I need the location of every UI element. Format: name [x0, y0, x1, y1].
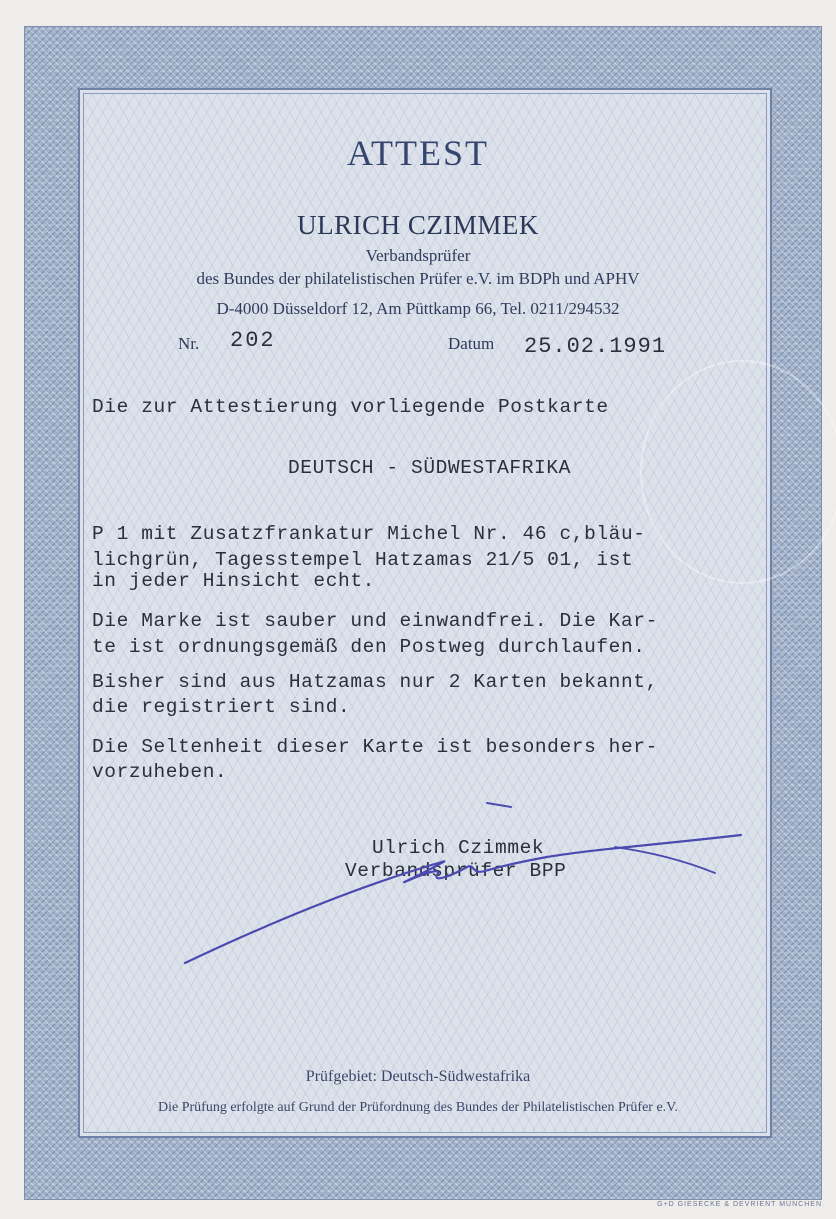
- signatory-name: Ulrich Czimmek: [372, 837, 545, 859]
- signatory-title: Verbandsprüfer BPP: [345, 860, 567, 882]
- examiner-role: Verbandsprüfer: [365, 246, 471, 265]
- paragraph-1-line-3: in jeder Hinsicht echt.: [92, 570, 375, 592]
- printer-imprint: G+D GIESECKE & DEVRIENT MÜNCHEN: [657, 1201, 822, 1208]
- paragraph-3-line-1: Bisher sind aus Hatzamas nur 2 Karten bekannt,: [92, 671, 658, 693]
- paragraph-3-line-2: die registriert sind.: [92, 696, 351, 718]
- handwritten-signature: [175, 795, 755, 975]
- paragraph-1-line-1: P 1 mit Zusatzfrankatur Michel Nr. 46 c,bläu-: [92, 523, 646, 545]
- nr-label: Nr.: [178, 334, 200, 353]
- paragraph-2-line-1: Die Marke ist sauber und einwandfrei. Die Kar-: [92, 610, 658, 632]
- paragraph-4-line-2: vorzuheben.: [92, 761, 228, 783]
- paragraph-4-line-1: Die Seltenheit dieser Karte ist besonders her-: [92, 736, 658, 758]
- association: des Bundes der philatelistischen Prüfer e.V. im BDPh und APHV: [196, 269, 640, 288]
- footer-regulation: Die Prüfung erfolgte auf Grund der Prüfordnung des Bundes der Philatelistischen Prüfer e.V.: [158, 1100, 678, 1115]
- examiner-name: ULRICH CZIMMEK: [297, 210, 539, 240]
- certificate-title: ATTEST: [347, 133, 489, 173]
- date-value: 25.02.1991: [524, 334, 667, 359]
- footer-area: Prüfgebiet: Deutsch-Südwestafrika: [305, 1068, 531, 1085]
- embossed-seal: [640, 360, 836, 584]
- area-line: DEUTSCH - SÜDWESTAFRIKA: [288, 457, 571, 479]
- intro-line: Die zur Attestierung vorliegende Postkarte: [92, 396, 609, 418]
- paragraph-2-line-2: te ist ordnungsgemäß den Postweg durchlaufen.: [92, 636, 646, 658]
- nr-value: 202: [230, 328, 276, 353]
- date-label: Datum: [448, 334, 495, 353]
- paragraph-1-line-2: lichgrün, Tagesstempel Hatzamas 21/5 01, ist: [92, 549, 634, 571]
- address: D-4000 Düsseldorf 12, Am Püttkamp 66, Tel. 0211/294532: [216, 299, 620, 318]
